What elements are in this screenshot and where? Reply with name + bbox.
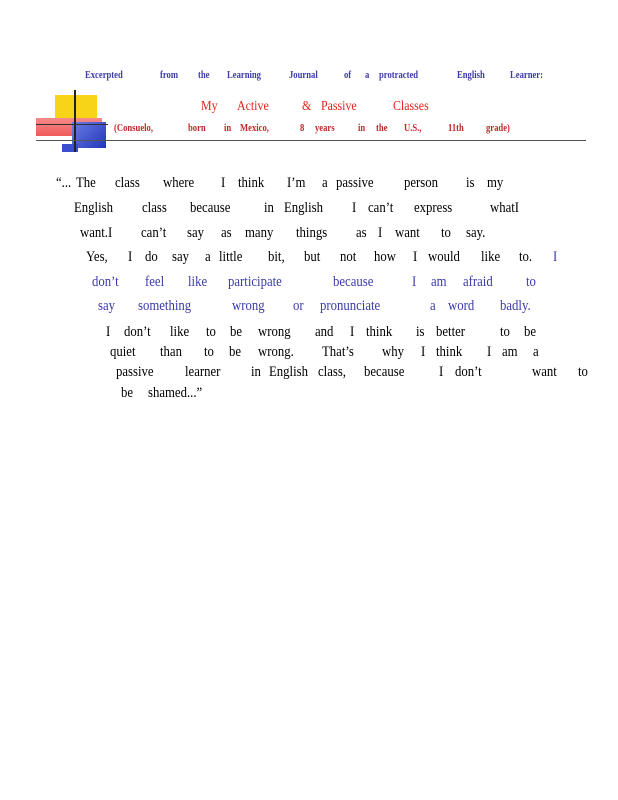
- word: Active: [237, 99, 269, 114]
- word: I: [350, 324, 355, 340]
- word: how: [374, 249, 396, 265]
- word: want: [532, 364, 557, 380]
- word: learner: [185, 364, 221, 380]
- word: think: [238, 175, 265, 191]
- word: I: [421, 344, 426, 360]
- word: pronunciate: [320, 298, 381, 314]
- word: I’m: [287, 175, 306, 191]
- word: a: [533, 344, 539, 360]
- word: or: [293, 298, 304, 314]
- word: say: [98, 298, 115, 314]
- word: like: [188, 274, 208, 290]
- word: is: [466, 175, 475, 191]
- word: protracted: [379, 70, 419, 81]
- word: say.: [466, 225, 486, 241]
- word: but: [304, 249, 321, 265]
- word: I: [221, 175, 226, 191]
- word: &: [302, 99, 312, 114]
- word: Classes: [393, 99, 429, 114]
- word: want: [395, 225, 420, 241]
- word: wrong.: [258, 344, 294, 360]
- word: don’t: [92, 274, 119, 290]
- word: grade): [486, 123, 510, 134]
- word: class: [142, 200, 167, 216]
- word: “...: [56, 175, 72, 191]
- word: be: [121, 385, 134, 401]
- word: bit,: [268, 249, 285, 265]
- word: whatI: [490, 200, 520, 216]
- word: in: [224, 123, 232, 134]
- word: little: [219, 249, 243, 265]
- word: a: [430, 298, 436, 314]
- word: The: [76, 175, 96, 191]
- word: the: [376, 123, 388, 134]
- word: (Consuelo,: [114, 123, 154, 134]
- word: wrong: [232, 298, 265, 314]
- word: the: [198, 70, 210, 81]
- word: things: [296, 225, 328, 241]
- word: English: [74, 200, 113, 216]
- word: like: [481, 249, 501, 265]
- word: 11th: [448, 123, 464, 134]
- word: I: [412, 274, 417, 290]
- word: than: [160, 344, 182, 360]
- word: Learning: [227, 70, 261, 81]
- word: because: [190, 200, 231, 216]
- word: in: [264, 200, 274, 216]
- word: in: [251, 364, 261, 380]
- word: class: [115, 175, 140, 191]
- word: I: [553, 249, 558, 265]
- word: be: [230, 324, 243, 340]
- word: am: [502, 344, 518, 360]
- word: my: [487, 175, 504, 191]
- word: Passive: [321, 99, 357, 114]
- word: from: [160, 70, 179, 81]
- word: would: [428, 249, 460, 265]
- logo-horizontal-line: [36, 124, 108, 125]
- word: Excerpted: [85, 70, 123, 81]
- word: to: [526, 274, 536, 290]
- word: be: [229, 344, 242, 360]
- word: is: [416, 324, 425, 340]
- word: to: [441, 225, 451, 241]
- word: badly.: [500, 298, 531, 314]
- word: I: [128, 249, 133, 265]
- logo-vertical-line: [74, 90, 76, 152]
- word: better: [436, 324, 466, 340]
- word: in: [358, 123, 366, 134]
- word: passive: [336, 175, 374, 191]
- word: I: [439, 364, 444, 380]
- word: because: [364, 364, 405, 380]
- word: be: [524, 324, 537, 340]
- word: think: [366, 324, 393, 340]
- word: don’t: [455, 364, 482, 380]
- word: I: [352, 200, 357, 216]
- word: Journal: [289, 70, 318, 81]
- word: feel: [145, 274, 165, 290]
- word: a: [205, 249, 211, 265]
- word: like: [170, 324, 190, 340]
- word: passive: [116, 364, 154, 380]
- word: I: [413, 249, 418, 265]
- word: express: [414, 200, 453, 216]
- word: something: [138, 298, 192, 314]
- word: English: [284, 200, 323, 216]
- word: word: [448, 298, 475, 314]
- word: class,: [318, 364, 346, 380]
- word: want.I: [80, 225, 113, 241]
- word: to: [204, 344, 214, 360]
- word: many: [245, 225, 274, 241]
- word: My: [201, 99, 218, 114]
- word: think: [436, 344, 463, 360]
- word: years: [315, 123, 335, 134]
- header-rule: [36, 140, 586, 141]
- word: participate: [228, 274, 282, 290]
- word: say: [172, 249, 189, 265]
- word: say: [187, 225, 204, 241]
- word: do: [145, 249, 158, 265]
- word: Mexico,: [240, 123, 269, 134]
- word: why: [382, 344, 404, 360]
- word: because: [333, 274, 374, 290]
- word: 8: [300, 123, 305, 134]
- word: and: [315, 324, 334, 340]
- word: I: [106, 324, 111, 340]
- word: I: [378, 225, 383, 241]
- word: shamed...”: [148, 385, 203, 401]
- word: as: [221, 225, 232, 241]
- word: of: [344, 70, 352, 81]
- word: afraid: [463, 274, 493, 290]
- word: a: [365, 70, 370, 81]
- word: to: [500, 324, 510, 340]
- word: can’t: [141, 225, 167, 241]
- word: to: [578, 364, 588, 380]
- word: to: [206, 324, 216, 340]
- word: U.S.,: [404, 123, 422, 134]
- word: Learner:: [510, 70, 543, 81]
- word: English: [269, 364, 308, 380]
- word: I: [487, 344, 492, 360]
- word: as: [356, 225, 367, 241]
- word: don’t: [124, 324, 151, 340]
- word: That’s: [322, 344, 354, 360]
- word: Yes,: [86, 249, 108, 265]
- word: can’t: [368, 200, 394, 216]
- word: English: [457, 70, 485, 81]
- word: person: [404, 175, 438, 191]
- word: quiet: [110, 344, 136, 360]
- word: wrong: [258, 324, 291, 340]
- word: not: [340, 249, 357, 265]
- word: where: [163, 175, 195, 191]
- word: to.: [519, 249, 533, 265]
- word: a: [322, 175, 328, 191]
- word: am: [431, 274, 447, 290]
- word: born: [188, 123, 206, 134]
